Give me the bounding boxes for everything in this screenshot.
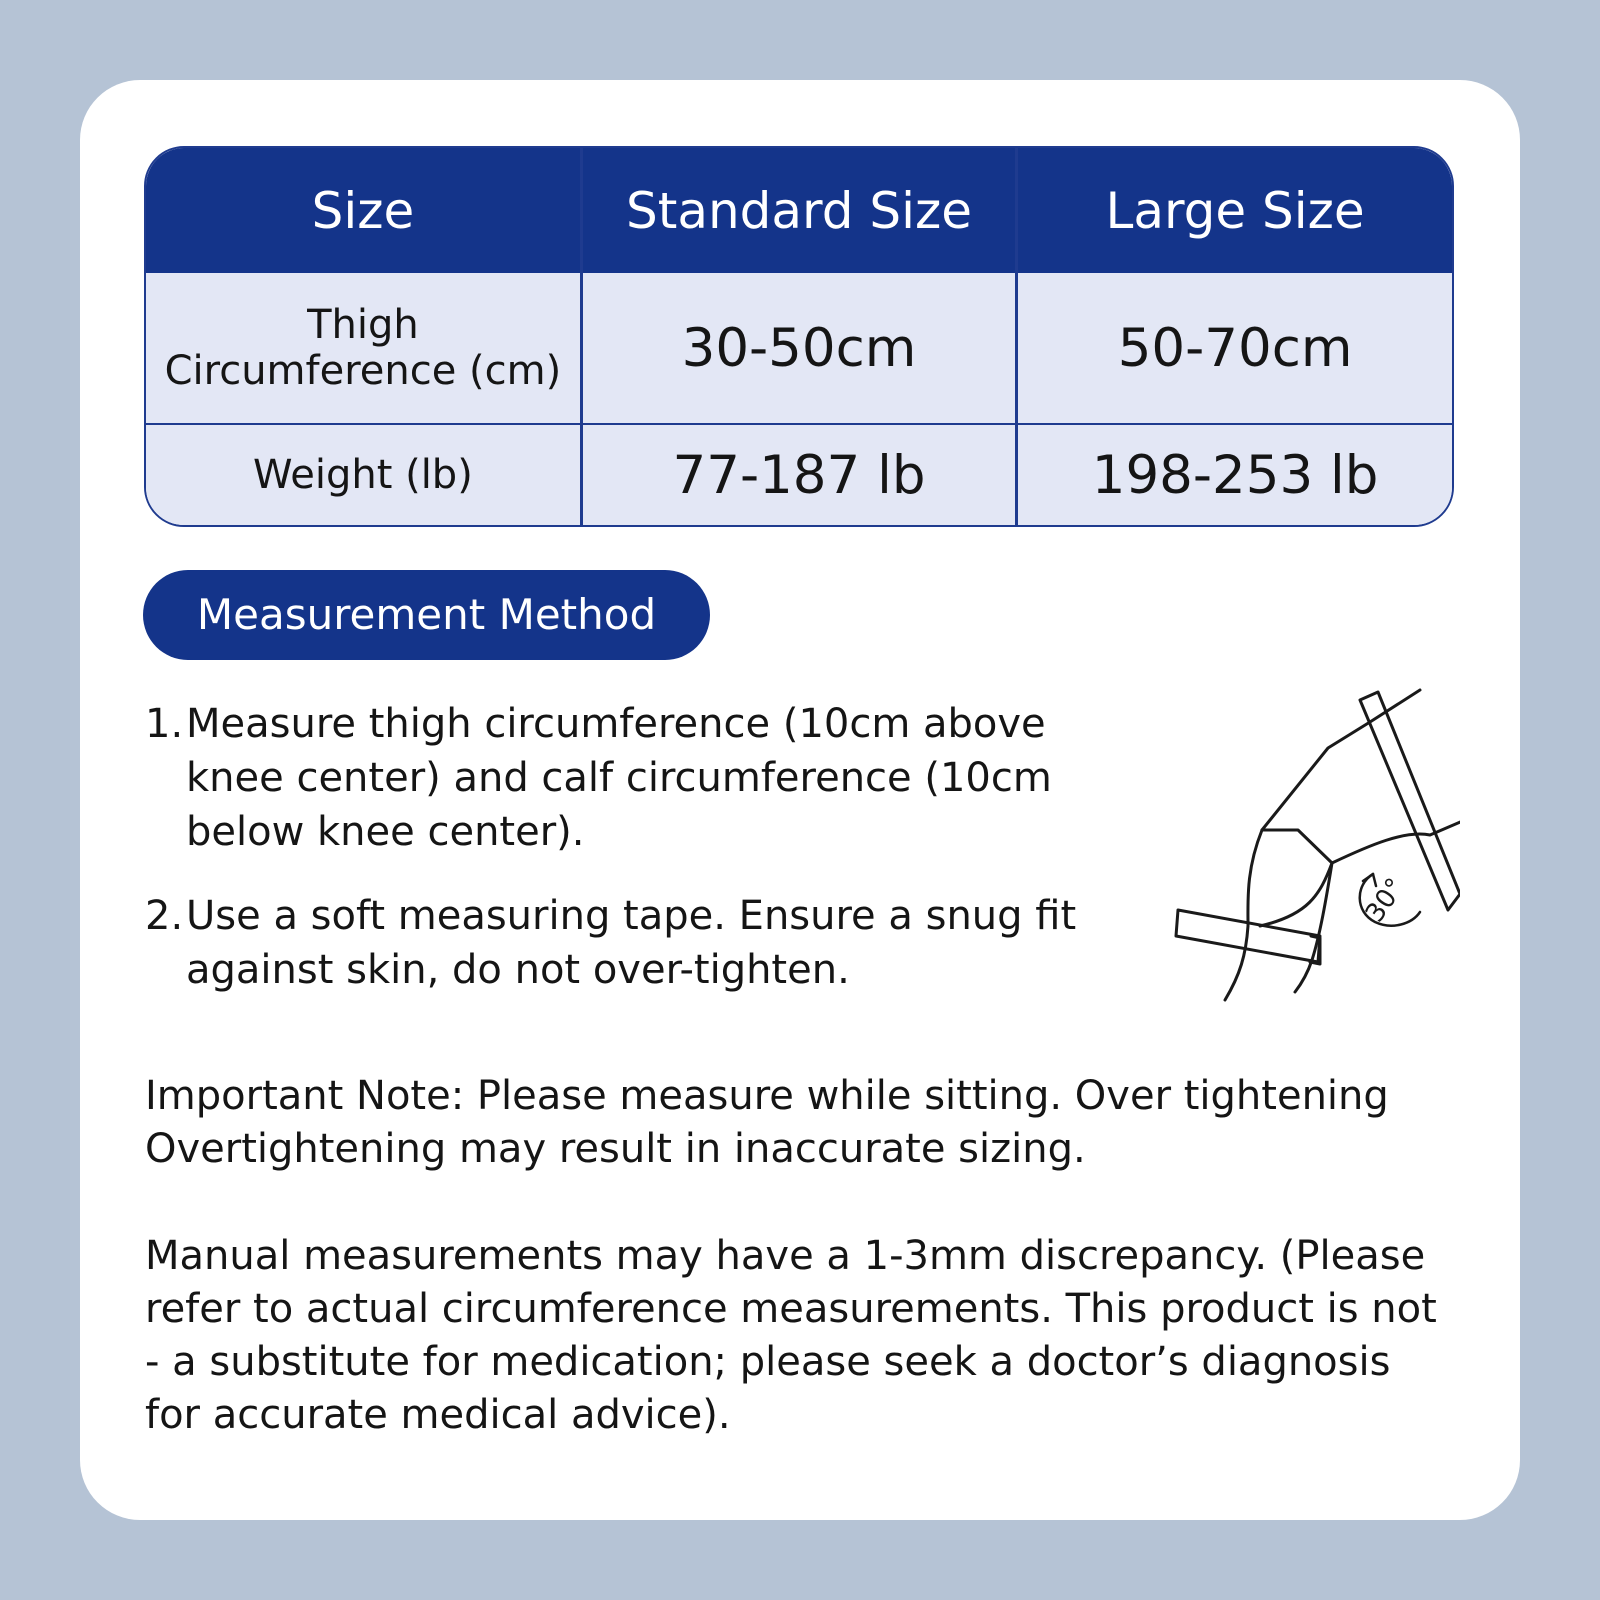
shin-outline <box>1225 830 1262 1000</box>
header-large-size: Large Size <box>1017 148 1452 273</box>
list-item <box>145 889 1145 997</box>
disclaimer-text: Manual measurements may have a 1-3mm discrepancy. (Please refer to actual circumference measurements. This product is not - a substitute for medication; please seek a doctor’s diagnosis for accurate medical advice). <box>145 1233 1437 1438</box>
header-size: Size <box>146 148 581 273</box>
angle-label: 30° <box>1359 872 1411 928</box>
row-label-line: Thigh <box>307 302 419 349</box>
angle-arrow <box>1363 874 1376 886</box>
measurement-method-title: Measurement Method <box>143 570 710 660</box>
step-text: Measure thigh circumference (10cm above knee center) and calf circumference (10cm below knee center). <box>186 701 1052 855</box>
table-header-row <box>146 148 1452 273</box>
knee-measurement-icon <box>1130 650 1460 1010</box>
step-number: 1. <box>145 701 184 747</box>
important-note: Important Note: Please measure while sitting. Over tightening Overtightening may result in inaccurate sizing. <box>145 1073 1389 1172</box>
table-row <box>146 273 1452 424</box>
thigh-outline <box>1332 820 1460 863</box>
thigh-outline <box>1262 690 1420 830</box>
knee-band <box>1260 830 1332 926</box>
measurement-steps <box>145 697 1145 1027</box>
row-label-line: Circumference (cm) <box>164 348 562 395</box>
step-number: 2. <box>145 893 184 939</box>
row-label-thigh <box>146 273 581 424</box>
cell-thigh-standard: 30-50cm <box>581 273 1016 424</box>
step-text: Use a soft measuring tape. Ensure a snug fit against skin, do not over-tighten. <box>186 893 1077 993</box>
shin-outline <box>1295 863 1332 992</box>
header-standard-size: Standard Size <box>581 148 1016 273</box>
list-item <box>145 697 1145 859</box>
cell-thigh-large: 50-70cm <box>1017 273 1452 424</box>
cell-weight-large: 198-253 lb <box>1017 424 1452 525</box>
row-label-line: Weight (lb) <box>253 452 473 499</box>
cell-weight-standard: 77-187 lb <box>581 424 1016 525</box>
row-label-weight <box>146 424 581 525</box>
table-row <box>146 424 1452 525</box>
size-table <box>144 146 1454 527</box>
size-chart-card <box>80 80 1520 1520</box>
